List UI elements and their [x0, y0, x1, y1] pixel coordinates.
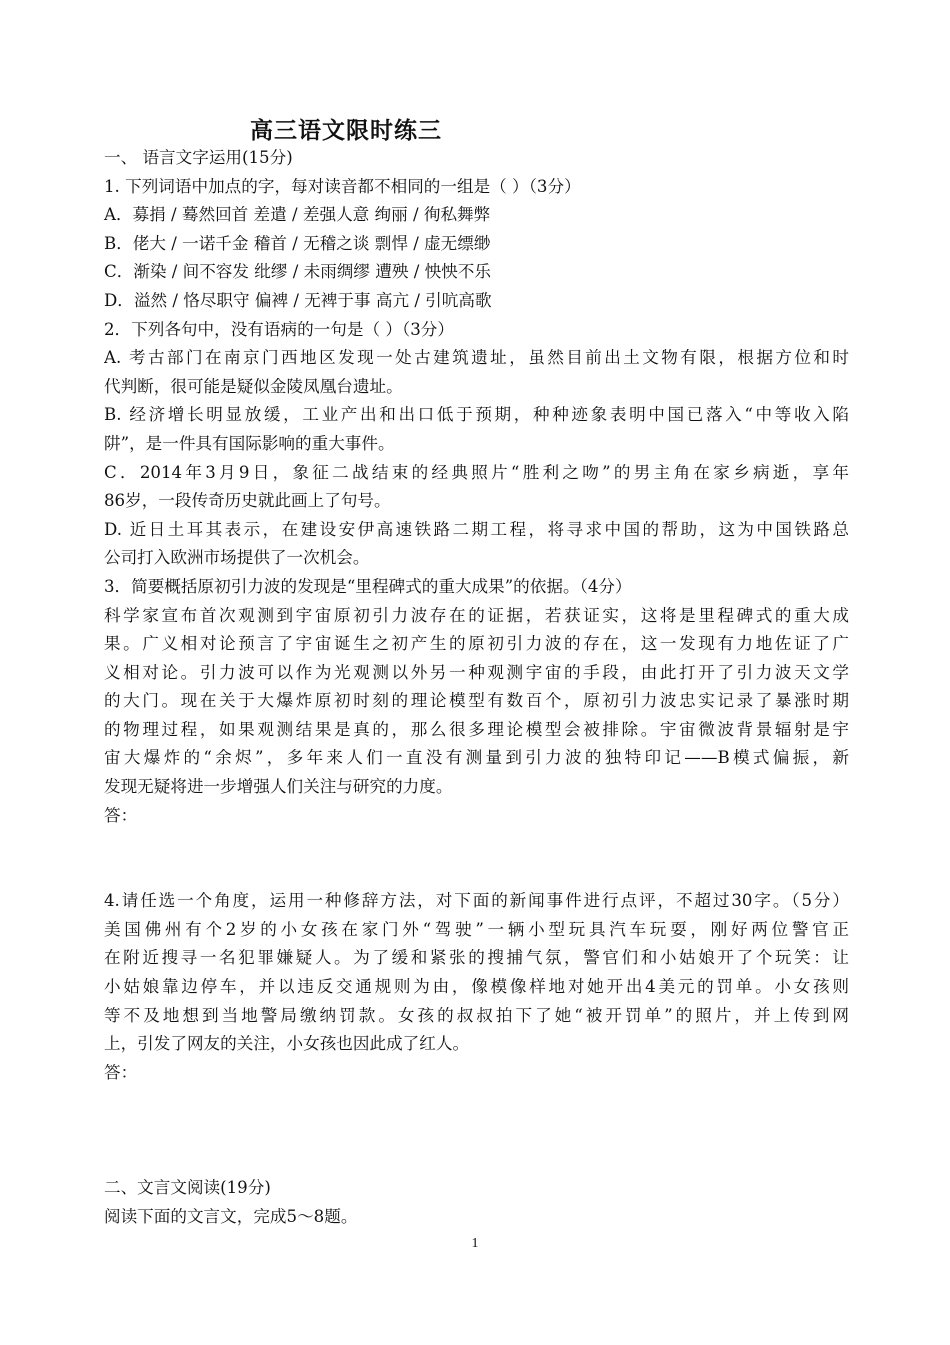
passage-line: 义相对论。引力波可以作为光观测以外另一种观测宇宙的手段，由此打开了引力波天文学: [104, 662, 849, 682]
section-heading: 一、 语言文字运用(15分): [104, 148, 293, 167]
page-number: 1: [471, 1236, 479, 1251]
option-d-line: D. 近日土耳其表示，在建设安伊高速铁路二期工程，将寻求中国的帮助，这为中国铁路总: [104, 519, 849, 539]
passage-line: 美国佛州有个2岁的小女孩在家门外“驾驶”一辆小型玩具汽车玩耍，刚好两位警官正: [104, 919, 849, 939]
option-c: C．渐染 / 间不容发 纰缪 / 未雨绸缪 遭殃 / 怏怏不乐: [104, 262, 491, 282]
passage-line: 小姑娘靠边停车，并以违反交通规则为由，像模像样地对她开出4美元的罚单。小女孩则: [104, 977, 849, 997]
passage-line: 的物理过程，如果观测结果是真的，那么很多理论模型会被排除。宇宙微波背景辐射是宇: [104, 719, 849, 739]
option-d: D．溢然 / 恪尽职守 偏裨 / 无裨于事 高亢 / 引吭高歌: [104, 290, 492, 310]
section-instruction: 阅读下面的文言文，完成5～8题。: [104, 1207, 358, 1226]
page-title: 高三语文限时练三: [250, 118, 442, 144]
question-stem: 4.请任选一个角度，运用一种修辞方法，对下面的新闻事件进行点评，不超过30字。（5分）: [104, 891, 849, 911]
question-stem: 1. 下列词语中加点的字，每对读音都不相同的一组是（ ）（3分）: [104, 176, 581, 196]
section-heading: 二、文言文阅读(19分): [104, 1178, 271, 1198]
option-a: A．募捐 / 蓦然回首 差遣 / 差强人意 绚丽 / 徇私舞弊: [104, 205, 491, 225]
answer-space: [104, 830, 849, 887]
passage-line: 宙大爆炸的“余烬”，多年来人们一直没有测量到引力波的独特印记——B模式偏振，新: [104, 748, 849, 768]
option-a-line: 代判断，很可能是疑似金陵凤凰台遗址。: [104, 376, 403, 396]
passage-line: 科学家宣布首次观测到宇宙原初引力波存在的证据，若获证实，这将是里程碑式的重大成: [104, 605, 849, 625]
answer-space: [104, 1087, 849, 1174]
question-stem: 3．简要概括原初引力波的发现是“里程碑式的重大成果”的依据。（4分）: [104, 576, 632, 596]
passage-line: 的大门。现在关于大爆炸原初时刻的理论模型有数百个，原初引力波忠实记录了暴涨时期: [104, 691, 849, 711]
passage-line: 果。广义相对论预言了宇宙诞生之初产生的原初引力波的存在，这一发现有力地佐证了广: [104, 634, 849, 654]
answer-label: 答：: [104, 805, 138, 825]
option-a-line: A. 考古部门在南京门西地区发现一处古建筑遗址，虽然目前出土文物有限，根据方位和时: [104, 348, 849, 368]
passage-line: 等不及地想到当地警局缴纳罚款。女孩的叔叔拍下了她“被开罚单”的照片，并上传到网: [104, 1005, 849, 1025]
option-c-line: C．2014年3月9日，象征二战结束的经典照片“胜利之吻”的男主角在家乡病逝，享年: [104, 462, 849, 482]
option-b-line: 阱”，是一件具有国际影响的重大事件。: [104, 433, 395, 453]
passage-line: 上，引发了网友的关注，小女孩也因此成了红人。: [104, 1034, 470, 1054]
document-body: [104, 144, 849, 1232]
passage-line: 在附近搜寻一名犯罪嫌疑人。为了缓和紧张的搜捕气氛，警官们和小姑娘开了个玩笑：让: [104, 948, 849, 968]
answer-label: 答：: [104, 1062, 138, 1082]
option-b: B．佬大 / 一诺千金 稽首 / 无稽之谈 剽悍 / 虚无缥缈: [104, 233, 491, 253]
question-stem: 2．下列各句中，没有语病的一句是（ ）（3分）: [104, 319, 454, 339]
option-b-line: B. 经济增长明显放缓，工业产出和出口低于预期，种种迹象表明中国已落入“中等收入陷: [104, 405, 849, 425]
option-c-line: 86岁，一段传奇历史就此画上了句号。: [104, 491, 391, 511]
option-d-line: 公司打入欧洲市场提供了一次机会。: [104, 548, 370, 568]
passage-line: 发现无疑将进一步增强人们关注与研究的力度。: [104, 777, 453, 797]
